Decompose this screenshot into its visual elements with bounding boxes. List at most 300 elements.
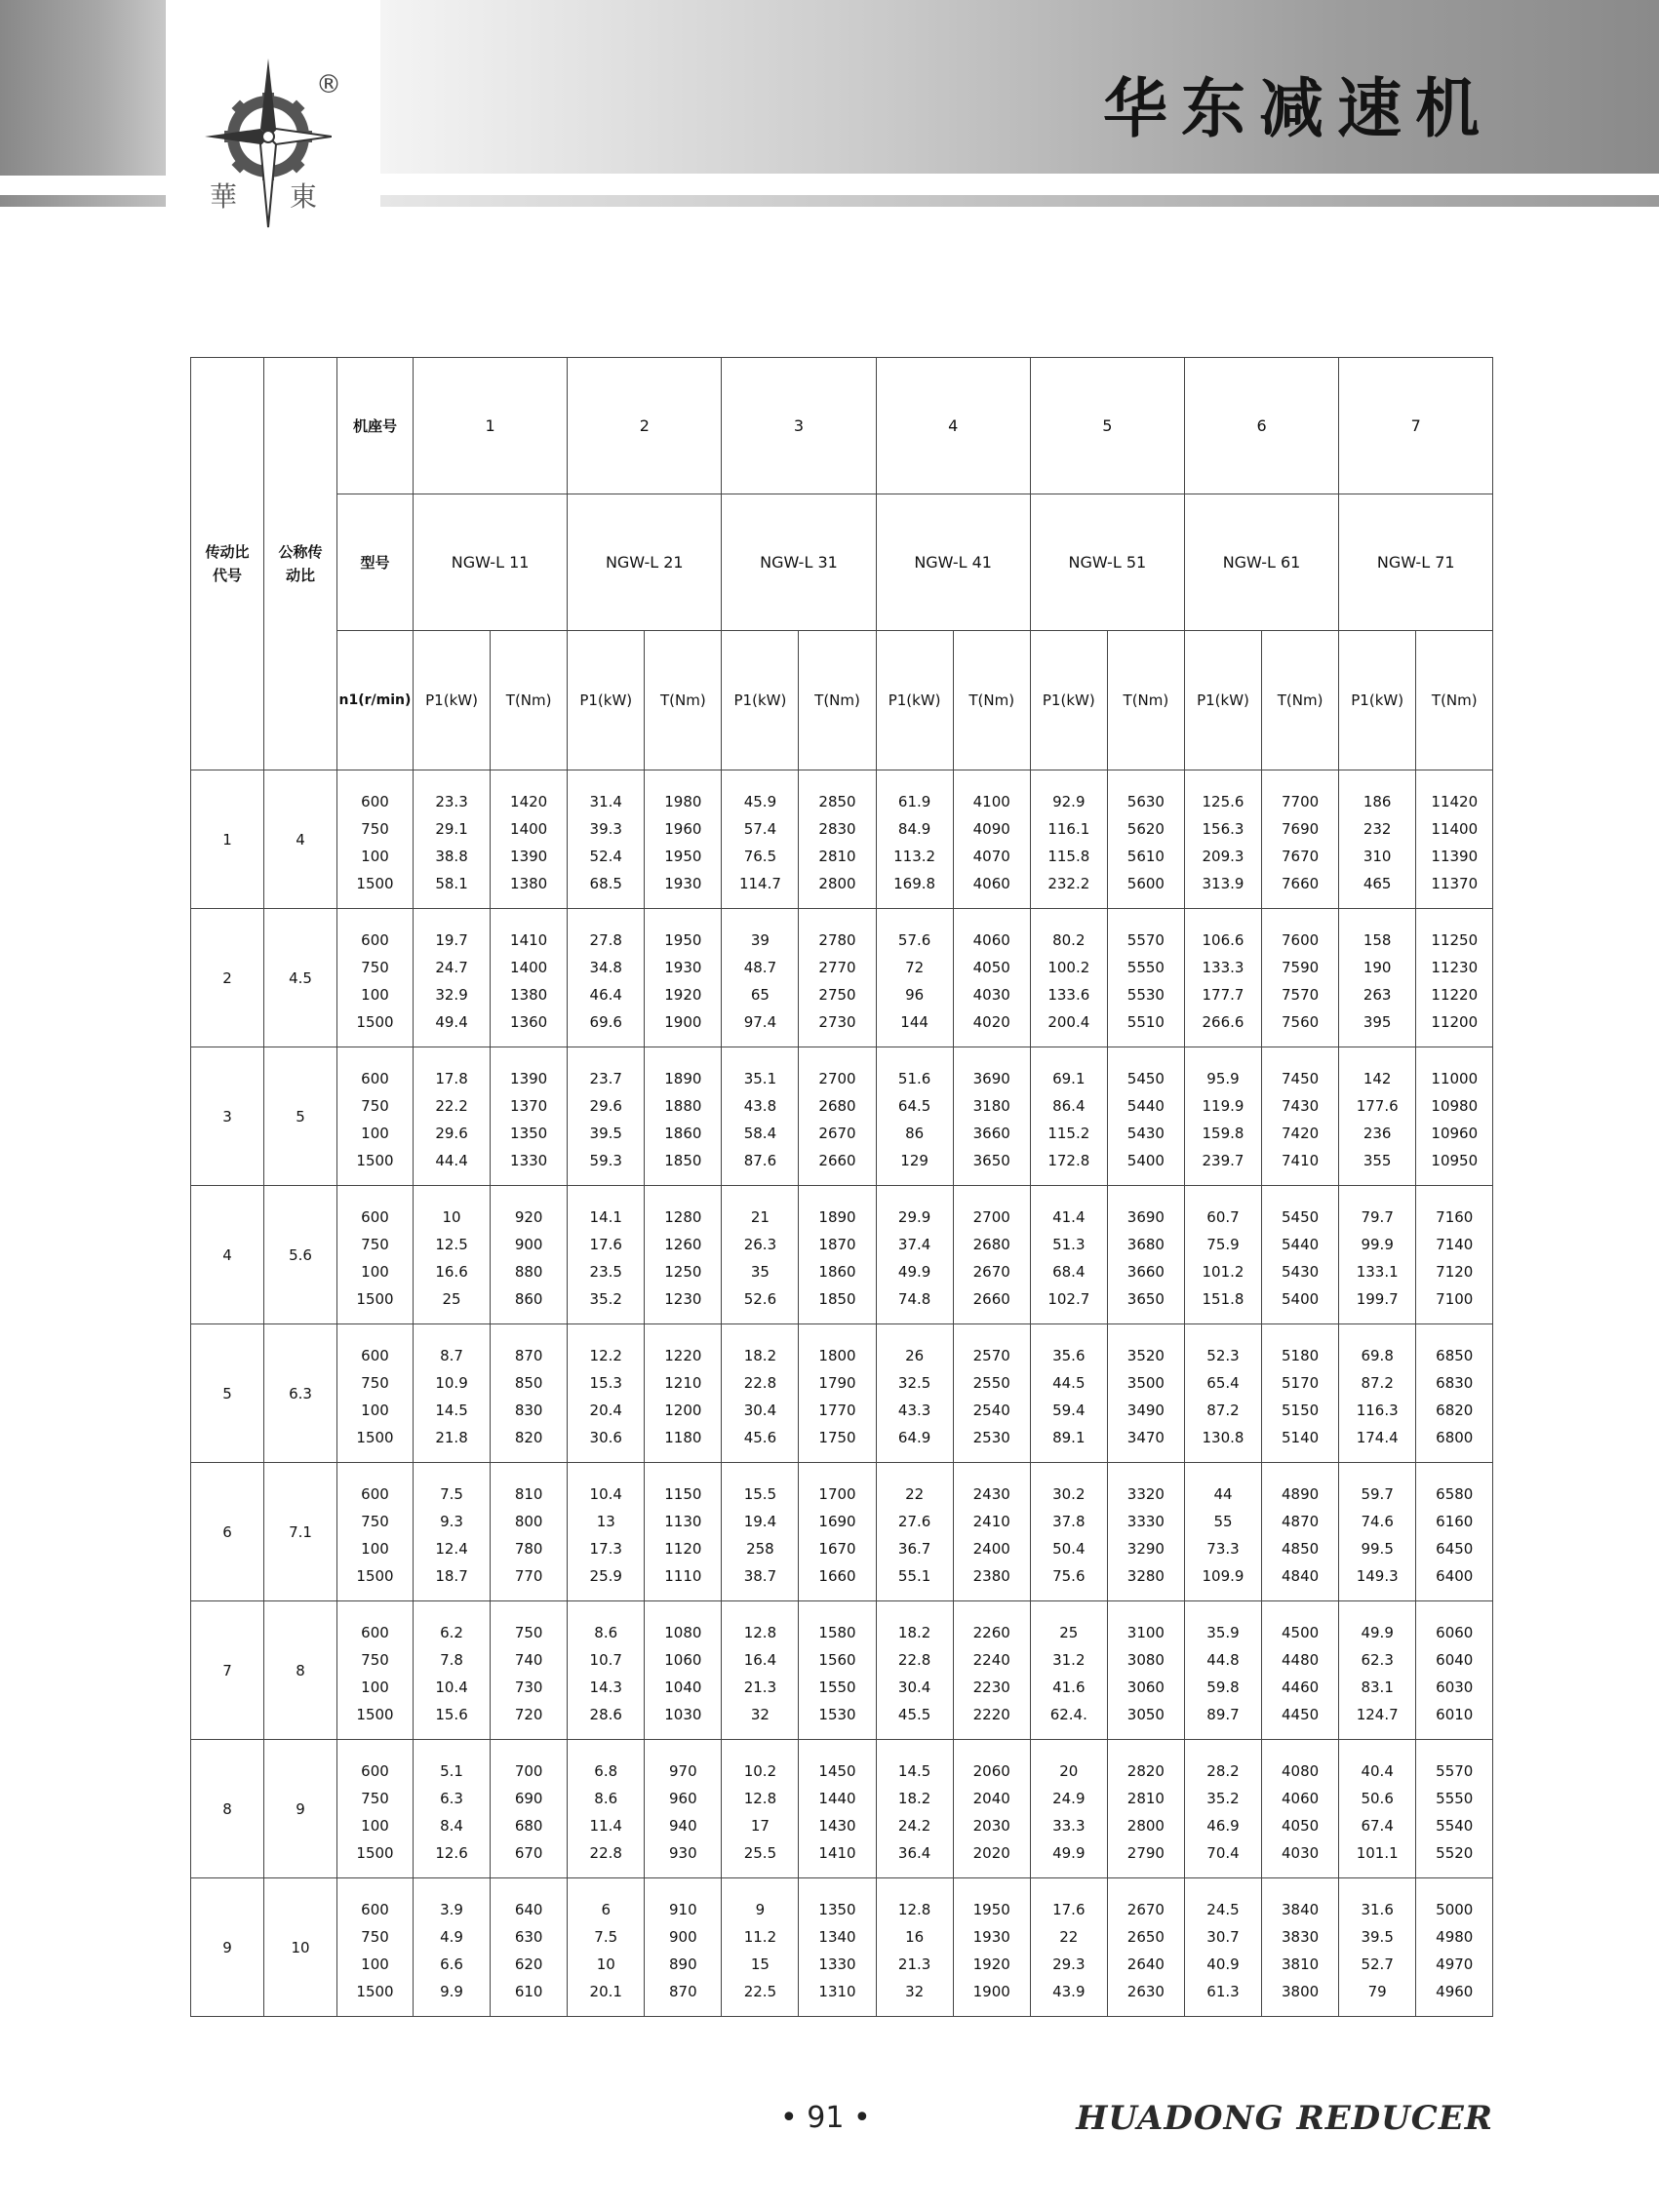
power-cell-value: 17.8 bbox=[435, 1069, 468, 1087]
power-cell-value: 70.4 bbox=[1206, 1843, 1240, 1862]
power-cell-value: 51.3 bbox=[1052, 1235, 1086, 1253]
speed-cell bbox=[337, 909, 414, 1047]
power-cell-value: 199.7 bbox=[1356, 1289, 1399, 1308]
power-cell-value: 44.5 bbox=[1052, 1373, 1086, 1392]
torque-cell-value: 5180 bbox=[1281, 1346, 1320, 1364]
torque-cell-value: 3830 bbox=[1281, 1927, 1320, 1946]
torque-cell-value: 3690 bbox=[972, 1069, 1010, 1087]
torque-cell-value: 7670 bbox=[1281, 847, 1320, 865]
power-cell-value: 31.6 bbox=[1361, 1900, 1394, 1918]
power-cell-value: 51.6 bbox=[897, 1069, 931, 1087]
power-cell-value: 69.6 bbox=[589, 1012, 622, 1031]
power-cell-value: 57.6 bbox=[897, 930, 931, 949]
torque-cell-value: 6450 bbox=[1436, 1539, 1474, 1558]
power-cell bbox=[1339, 1601, 1416, 1740]
torque-cell bbox=[953, 1601, 1030, 1740]
power-cell bbox=[414, 1047, 491, 1186]
power-cell-value: 21.3 bbox=[743, 1678, 777, 1696]
torque-cell-value: 1930 bbox=[972, 1927, 1010, 1946]
power-cell-value: 60.7 bbox=[1206, 1207, 1240, 1226]
torque-cell-value: 4460 bbox=[1281, 1678, 1320, 1696]
power-cell-value: 10.4 bbox=[589, 1484, 622, 1503]
torque-cell bbox=[953, 1324, 1030, 1463]
power-cell-value: 15.6 bbox=[435, 1705, 468, 1723]
nominal-ratio-cell: 6.3 bbox=[264, 1324, 337, 1463]
torque-cell-value: 910 bbox=[669, 1900, 697, 1918]
power-cell-value: 18.7 bbox=[435, 1566, 468, 1585]
ratio-code-cell: 1 bbox=[191, 770, 264, 909]
speed-cell bbox=[337, 1740, 414, 1878]
model-cell: NGW-L 21 bbox=[568, 494, 722, 631]
power-cell-value: 14.5 bbox=[435, 1401, 468, 1419]
power-cell-value: 22.5 bbox=[743, 1982, 777, 2000]
torque-cell-value: 1950 bbox=[664, 847, 702, 865]
power-cell-value: 100.2 bbox=[1047, 958, 1090, 976]
power-cell-value: 116.1 bbox=[1047, 819, 1090, 838]
speed-cell-value: 750 bbox=[361, 1650, 389, 1669]
nominal-ratio-cell: 4 bbox=[264, 770, 337, 909]
torque-cell-value: 2830 bbox=[818, 819, 856, 838]
power-cell-value: 49.9 bbox=[897, 1262, 931, 1281]
power-cell bbox=[1030, 1186, 1107, 1324]
speed-cell-value: 600 bbox=[361, 1761, 389, 1780]
torque-cell-value: 4060 bbox=[972, 930, 1010, 949]
power-cell-value: 24.5 bbox=[1206, 1900, 1240, 1918]
torque-cell-value: 5450 bbox=[1281, 1207, 1320, 1226]
torque-cell-value: 11420 bbox=[1431, 792, 1479, 810]
speed-cell bbox=[337, 1047, 414, 1186]
logo-char-right: 東 bbox=[290, 180, 318, 213]
model-label: 型号 bbox=[337, 494, 414, 631]
torque-cell-value: 2380 bbox=[972, 1566, 1010, 1585]
speed-cell-value: 100 bbox=[361, 1816, 389, 1835]
torque-cell-value: 1210 bbox=[664, 1373, 702, 1392]
frame-number-cell: 1 bbox=[414, 358, 568, 494]
power-cell-value: 72 bbox=[905, 958, 925, 976]
torque-cell-value: 3520 bbox=[1126, 1346, 1165, 1364]
power-cell-value: 55.1 bbox=[897, 1566, 931, 1585]
torque-cell-value: 4030 bbox=[972, 985, 1010, 1004]
power-cell-value: 9 bbox=[755, 1900, 766, 1918]
torque-cell-value: 1380 bbox=[510, 874, 548, 892]
power-cell-value: 109.9 bbox=[1202, 1566, 1244, 1585]
torque-cell-value: 1250 bbox=[664, 1262, 702, 1281]
torque-cell bbox=[645, 1463, 722, 1601]
torque-cell-value: 11200 bbox=[1431, 1012, 1479, 1031]
power-cell-value: 26 bbox=[905, 1346, 925, 1364]
torque-cell-value: 1340 bbox=[818, 1927, 856, 1946]
torque-cell bbox=[645, 1878, 722, 2017]
torque-cell bbox=[1107, 770, 1184, 909]
speed-cell-value: 600 bbox=[361, 792, 389, 810]
torque-cell-value: 1450 bbox=[818, 1761, 856, 1780]
torque-cell bbox=[799, 1324, 876, 1463]
speed-cell-value: 1500 bbox=[356, 1982, 394, 2000]
speed-cell-value: 600 bbox=[361, 1346, 389, 1364]
power-cell-value: 395 bbox=[1363, 1012, 1392, 1031]
torque-cell-value: 5450 bbox=[1126, 1069, 1165, 1087]
torque-cell-value: 3060 bbox=[1126, 1678, 1165, 1696]
header-stripe-left bbox=[0, 195, 166, 207]
speed-cell-value: 1500 bbox=[356, 874, 394, 892]
table-body bbox=[191, 770, 1493, 2017]
torque-cell-value: 4960 bbox=[1436, 1982, 1474, 2000]
power-cell-value: 52.6 bbox=[743, 1289, 777, 1308]
torque-unit-header: T(Nm) bbox=[645, 631, 722, 770]
power-cell-value: 133.1 bbox=[1356, 1262, 1399, 1281]
torque-cell bbox=[1262, 1186, 1339, 1324]
torque-cell bbox=[1262, 1601, 1339, 1740]
power-cell-value: 142 bbox=[1363, 1069, 1392, 1087]
torque-cell-value: 3320 bbox=[1126, 1484, 1165, 1503]
header-stripe-right bbox=[380, 195, 1659, 207]
power-cell-value: 32.5 bbox=[897, 1373, 931, 1392]
power-cell-value: 35.9 bbox=[1206, 1623, 1240, 1641]
torque-cell-value: 920 bbox=[514, 1207, 543, 1226]
torque-cell-value: 1310 bbox=[818, 1982, 856, 2000]
power-cell-value: 79 bbox=[1367, 1982, 1387, 2000]
power-cell bbox=[876, 909, 953, 1047]
ratio-code-cell: 8 bbox=[191, 1740, 264, 1878]
torque-cell-value: 2670 bbox=[818, 1124, 856, 1142]
torque-cell-value: 1690 bbox=[818, 1512, 856, 1530]
power-cell-value: 263 bbox=[1363, 985, 1392, 1004]
power-cell-value: 19.7 bbox=[435, 930, 468, 949]
power-cell-value: 61.3 bbox=[1206, 1982, 1240, 2000]
torque-cell-value: 5600 bbox=[1126, 874, 1165, 892]
torque-cell-value: 6850 bbox=[1436, 1346, 1474, 1364]
torque-cell-value: 2430 bbox=[972, 1484, 1010, 1503]
speed-cell bbox=[337, 1463, 414, 1601]
power-cell-value: 22.8 bbox=[897, 1650, 931, 1669]
power-cell bbox=[722, 1740, 799, 1878]
torque-cell-value: 1400 bbox=[510, 958, 548, 976]
torque-cell-value: 4970 bbox=[1436, 1955, 1474, 1973]
power-cell-value: 75.9 bbox=[1206, 1235, 1240, 1253]
torque-cell-value: 11250 bbox=[1431, 930, 1479, 949]
torque-cell-value: 1400 bbox=[510, 819, 548, 838]
power-cell-value: 62.3 bbox=[1361, 1650, 1394, 1669]
torque-cell bbox=[1107, 1601, 1184, 1740]
power-cell-value: 156.3 bbox=[1202, 819, 1244, 838]
power-cell-value: 67.4 bbox=[1361, 1816, 1394, 1835]
torque-cell bbox=[1416, 1186, 1493, 1324]
power-cell-value: 20.1 bbox=[589, 1982, 622, 2000]
nominal-ratio-cell: 4.5 bbox=[264, 909, 337, 1047]
power-cell-value: 50.4 bbox=[1052, 1539, 1086, 1558]
power-cell bbox=[1339, 1740, 1416, 1878]
torque-cell-value: 10960 bbox=[1431, 1124, 1479, 1142]
torque-cell-value: 5150 bbox=[1281, 1401, 1320, 1419]
torque-cell-value: 890 bbox=[669, 1955, 697, 1973]
torque-cell-value: 3500 bbox=[1126, 1373, 1165, 1392]
power-cell-value: 124.7 bbox=[1356, 1705, 1399, 1723]
power-cell-value: 99.9 bbox=[1361, 1235, 1394, 1253]
power-cell-value: 6.8 bbox=[594, 1761, 618, 1780]
torque-cell-value: 1200 bbox=[664, 1401, 702, 1419]
torque-cell bbox=[1107, 1740, 1184, 1878]
power-cell-value: 16.6 bbox=[435, 1262, 468, 1281]
power-cell-value: 43.3 bbox=[897, 1401, 931, 1419]
torque-cell-value: 4060 bbox=[1281, 1789, 1320, 1807]
table-row bbox=[191, 1463, 1493, 1601]
speed-cell-value: 750 bbox=[361, 819, 389, 838]
torque-cell-value: 900 bbox=[514, 1235, 543, 1253]
torque-cell bbox=[645, 1740, 722, 1878]
torque-cell-value: 1440 bbox=[818, 1789, 856, 1807]
torque-cell bbox=[1416, 1047, 1493, 1186]
torque-cell bbox=[953, 1740, 1030, 1878]
power-cell-value: 37.8 bbox=[1052, 1512, 1086, 1530]
registered-mark: ® bbox=[316, 70, 341, 99]
torque-cell-value: 1880 bbox=[664, 1096, 702, 1115]
torque-cell-value: 7600 bbox=[1281, 930, 1320, 949]
torque-cell-value: 1130 bbox=[664, 1512, 702, 1530]
torque-cell-value: 5570 bbox=[1126, 930, 1165, 949]
speed-cell bbox=[337, 1601, 414, 1740]
torque-cell-value: 810 bbox=[514, 1484, 543, 1503]
power-cell-value: 59.8 bbox=[1206, 1678, 1240, 1696]
torque-cell-value: 2820 bbox=[1126, 1761, 1165, 1780]
power-cell-value: 64.9 bbox=[897, 1428, 931, 1446]
speed-cell-value: 600 bbox=[361, 1069, 389, 1087]
power-cell-value: 5.1 bbox=[440, 1761, 463, 1780]
power-cell bbox=[722, 770, 799, 909]
power-cell-value: 44 bbox=[1213, 1484, 1233, 1503]
speed-cell-value: 600 bbox=[361, 1623, 389, 1641]
power-cell-value: 45.9 bbox=[743, 792, 777, 810]
torque-cell-value: 5570 bbox=[1436, 1761, 1474, 1780]
power-cell-value: 232.2 bbox=[1047, 874, 1090, 892]
power-cell-value: 59.4 bbox=[1052, 1401, 1086, 1419]
power-unit-header: P1(kW) bbox=[568, 631, 645, 770]
nominal-ratio-header: 公称传 动比 bbox=[264, 358, 337, 770]
power-cell bbox=[1184, 1740, 1261, 1878]
torque-cell-value: 5440 bbox=[1126, 1096, 1165, 1115]
torque-cell bbox=[645, 1324, 722, 1463]
power-cell-value: 65 bbox=[750, 985, 770, 1004]
torque-cell-value: 7590 bbox=[1281, 958, 1320, 976]
torque-cell-value: 1150 bbox=[664, 1484, 702, 1503]
power-cell-value: 106.6 bbox=[1202, 930, 1244, 949]
power-cell-value: 87.6 bbox=[743, 1151, 777, 1169]
torque-cell-value: 1550 bbox=[818, 1678, 856, 1696]
power-cell bbox=[1339, 909, 1416, 1047]
torque-cell-value: 1390 bbox=[510, 1069, 548, 1087]
power-cell-value: 43.9 bbox=[1052, 1982, 1086, 2000]
power-cell-value: 41.6 bbox=[1052, 1678, 1086, 1696]
torque-cell-value: 1920 bbox=[664, 985, 702, 1004]
torque-cell-value: 3330 bbox=[1126, 1512, 1165, 1530]
power-cell-value: 30.2 bbox=[1052, 1484, 1086, 1503]
torque-cell bbox=[1107, 1324, 1184, 1463]
torque-cell bbox=[953, 909, 1030, 1047]
torque-cell-value: 720 bbox=[514, 1705, 543, 1723]
torque-cell-value: 7690 bbox=[1281, 819, 1320, 838]
power-cell-value: 30.4 bbox=[897, 1678, 931, 1696]
power-cell bbox=[568, 1740, 645, 1878]
torque-cell bbox=[1107, 1878, 1184, 2017]
speed-cell-value: 100 bbox=[361, 1262, 389, 1281]
torque-cell-value: 3290 bbox=[1126, 1539, 1165, 1558]
torque-cell-value: 860 bbox=[514, 1289, 543, 1308]
torque-cell-value: 1930 bbox=[664, 958, 702, 976]
power-cell bbox=[1339, 1878, 1416, 2017]
torque-cell bbox=[799, 1047, 876, 1186]
model-cell: NGW-L 51 bbox=[1030, 494, 1184, 631]
power-cell-value: 113.2 bbox=[893, 847, 936, 865]
power-cell-value: 31.2 bbox=[1052, 1650, 1086, 1669]
power-cell-value: 14.3 bbox=[589, 1678, 622, 1696]
power-cell-value: 313.9 bbox=[1202, 874, 1244, 892]
speed-cell-value: 750 bbox=[361, 1512, 389, 1530]
torque-cell-value: 4480 bbox=[1281, 1650, 1320, 1669]
power-cell-value: 75.6 bbox=[1052, 1566, 1086, 1585]
power-cell bbox=[1184, 1878, 1261, 2017]
speed-cell-value: 1500 bbox=[356, 1843, 394, 1862]
power-cell-value: 16.4 bbox=[743, 1650, 777, 1669]
power-cell-value: 24.2 bbox=[897, 1816, 931, 1835]
torque-cell bbox=[799, 1740, 876, 1878]
power-cell bbox=[1030, 1324, 1107, 1463]
torque-cell-value: 2660 bbox=[972, 1289, 1010, 1308]
power-cell bbox=[876, 1740, 953, 1878]
nominal-ratio-cell: 8 bbox=[264, 1601, 337, 1740]
power-cell-value: 86.4 bbox=[1052, 1096, 1086, 1115]
power-cell-value: 15.5 bbox=[743, 1484, 777, 1503]
torque-cell-value: 1920 bbox=[972, 1955, 1010, 1973]
power-cell-value: 59.3 bbox=[589, 1151, 622, 1169]
torque-cell-value: 2650 bbox=[1126, 1927, 1165, 1946]
power-cell bbox=[414, 909, 491, 1047]
power-cell bbox=[414, 1463, 491, 1601]
power-cell bbox=[876, 770, 953, 909]
torque-cell-value: 2570 bbox=[972, 1346, 1010, 1364]
torque-cell bbox=[491, 1186, 568, 1324]
torque-cell-value: 7420 bbox=[1281, 1124, 1320, 1142]
power-cell-value: 115.2 bbox=[1047, 1124, 1090, 1142]
torque-cell-value: 4450 bbox=[1281, 1705, 1320, 1723]
power-cell-value: 33.3 bbox=[1052, 1816, 1086, 1835]
power-cell-value: 18.2 bbox=[897, 1623, 931, 1641]
ratio-code-cell: 5 bbox=[191, 1324, 264, 1463]
torque-cell-value: 1330 bbox=[818, 1955, 856, 1973]
power-cell-value: 68.5 bbox=[589, 874, 622, 892]
power-cell-value: 32 bbox=[750, 1705, 770, 1723]
torque-cell-value: 2750 bbox=[818, 985, 856, 1004]
power-cell bbox=[1339, 1463, 1416, 1601]
power-cell bbox=[722, 909, 799, 1047]
torque-cell-value: 4840 bbox=[1281, 1566, 1320, 1585]
speed-cell-value: 600 bbox=[361, 1900, 389, 1918]
power-cell-value: 69.8 bbox=[1361, 1346, 1394, 1364]
power-cell bbox=[568, 1186, 645, 1324]
speed-cell-value: 600 bbox=[361, 930, 389, 949]
power-cell-value: 73.3 bbox=[1206, 1539, 1240, 1558]
speed-cell-value: 100 bbox=[361, 847, 389, 865]
ratio-code-header: 传动比 代号 bbox=[191, 358, 264, 770]
speed-cell-value: 1500 bbox=[356, 1012, 394, 1031]
torque-cell-value: 2660 bbox=[818, 1151, 856, 1169]
model-cell: NGW-L 11 bbox=[414, 494, 568, 631]
power-cell-value: 30.7 bbox=[1206, 1927, 1240, 1946]
torque-cell-value: 2700 bbox=[972, 1207, 1010, 1226]
power-cell bbox=[1184, 770, 1261, 909]
torque-cell-value: 740 bbox=[514, 1650, 543, 1669]
power-cell bbox=[414, 1878, 491, 2017]
power-cell-value: 22 bbox=[905, 1484, 925, 1503]
torque-cell-value: 1390 bbox=[510, 847, 548, 865]
speed-cell-value: 100 bbox=[361, 1539, 389, 1558]
power-cell-value: 39 bbox=[750, 930, 770, 949]
power-cell-value: 177.7 bbox=[1202, 985, 1244, 1004]
torque-cell-value: 4870 bbox=[1281, 1512, 1320, 1530]
power-cell bbox=[1184, 1601, 1261, 1740]
torque-cell-value: 1260 bbox=[664, 1235, 702, 1253]
torque-cell-value: 6580 bbox=[1436, 1484, 1474, 1503]
speed-cell-value: 1500 bbox=[356, 1428, 394, 1446]
power-cell-value: 29.9 bbox=[897, 1207, 931, 1226]
torque-cell-value: 1330 bbox=[510, 1151, 548, 1169]
torque-cell bbox=[1416, 909, 1493, 1047]
speed-cell-value: 100 bbox=[361, 1401, 389, 1419]
speed-cell-value: 1500 bbox=[356, 1289, 394, 1308]
torque-cell-value: 2020 bbox=[972, 1843, 1010, 1862]
torque-cell-value: 2040 bbox=[972, 1789, 1010, 1807]
torque-cell-value: 5170 bbox=[1281, 1373, 1320, 1392]
power-cell bbox=[1030, 909, 1107, 1047]
torque-cell-value: 1360 bbox=[510, 1012, 548, 1031]
torque-cell-value: 2800 bbox=[1126, 1816, 1165, 1835]
torque-cell-value: 1080 bbox=[664, 1623, 702, 1641]
power-cell-value: 17.3 bbox=[589, 1539, 622, 1558]
power-cell-value: 27.8 bbox=[589, 930, 622, 949]
power-cell-value: 116.3 bbox=[1356, 1401, 1399, 1419]
torque-unit-header: T(Nm) bbox=[799, 631, 876, 770]
torque-cell-value: 6400 bbox=[1436, 1566, 1474, 1585]
torque-cell-value: 1180 bbox=[664, 1428, 702, 1446]
torque-cell bbox=[1262, 909, 1339, 1047]
torque-cell bbox=[1262, 1047, 1339, 1186]
torque-cell-value: 1670 bbox=[818, 1539, 856, 1558]
frame-number-cell: 4 bbox=[876, 358, 1030, 494]
power-cell-value: 74.6 bbox=[1361, 1512, 1394, 1530]
power-cell-value: 190 bbox=[1363, 958, 1392, 976]
torque-cell-value: 7100 bbox=[1436, 1289, 1474, 1308]
torque-cell bbox=[491, 1878, 568, 2017]
speed-label: n1(r/min) bbox=[337, 631, 414, 770]
torque-cell bbox=[1107, 909, 1184, 1047]
torque-cell bbox=[645, 770, 722, 909]
power-cell-value: 29.6 bbox=[589, 1096, 622, 1115]
power-cell-value: 16 bbox=[905, 1927, 925, 1946]
torque-cell bbox=[1262, 770, 1339, 909]
power-cell-value: 24.7 bbox=[435, 958, 468, 976]
power-cell bbox=[568, 1878, 645, 2017]
torque-cell bbox=[645, 1601, 722, 1740]
torque-cell-value: 1280 bbox=[664, 1207, 702, 1226]
power-cell bbox=[1184, 1186, 1261, 1324]
power-cell bbox=[1030, 1463, 1107, 1601]
power-unit-header: P1(kW) bbox=[414, 631, 491, 770]
power-cell bbox=[722, 1601, 799, 1740]
torque-cell-value: 5630 bbox=[1126, 792, 1165, 810]
torque-cell-value: 6830 bbox=[1436, 1373, 1474, 1392]
torque-cell-value: 2670 bbox=[972, 1262, 1010, 1281]
power-cell-value: 14.5 bbox=[897, 1761, 931, 1780]
power-cell-value: 35.1 bbox=[743, 1069, 777, 1087]
torque-cell-value: 11390 bbox=[1431, 847, 1479, 865]
